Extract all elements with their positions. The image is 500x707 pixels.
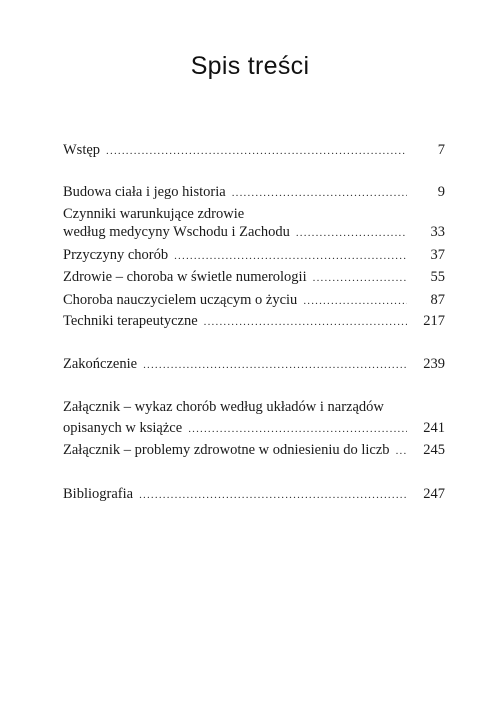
toc-entry-page-number: 245 bbox=[423, 442, 445, 458]
toc-entry-page-number: 33 bbox=[430, 224, 445, 240]
toc-entry-label: Załącznik – wykaz chorób według układów i narządów bbox=[63, 399, 384, 415]
toc-entry-label: Wstęp bbox=[63, 142, 101, 158]
toc-entry-label: według medycyny Wschodu i Zachodu bbox=[63, 224, 290, 240]
toc-entry-page-number: 247 bbox=[423, 486, 445, 502]
dot-leader bbox=[143, 356, 407, 374]
dot-leader bbox=[303, 292, 407, 310]
dot-leader bbox=[204, 313, 407, 331]
toc-entry-bibliografia bbox=[63, 485, 445, 503]
toc-entry-wstep bbox=[63, 141, 445, 159]
toc-entry-label: Załącznik – problemy zdrowotne w odniesieniu do liczb bbox=[63, 442, 390, 458]
toc-entry-czynniki-line2 bbox=[63, 223, 445, 241]
toc-entry-page-number: 37 bbox=[430, 247, 445, 263]
dot-leader bbox=[396, 442, 407, 460]
toc-entry-page-number: 7 bbox=[437, 142, 445, 158]
dot-leader bbox=[313, 269, 407, 287]
toc-entry-page-number: 217 bbox=[423, 313, 445, 329]
toc-entry-zdrowie-choroba bbox=[63, 268, 445, 286]
toc-entry-zalacznik-problemy bbox=[63, 441, 445, 459]
toc-entry-page-number: 87 bbox=[430, 292, 445, 308]
toc-entry-label: opisanych w książce bbox=[63, 420, 183, 436]
page-title: Spis treści bbox=[190, 52, 310, 80]
toc-entry-przyczyny-chorob bbox=[63, 246, 445, 264]
dot-leader bbox=[232, 184, 407, 202]
toc-entry-zalacznik-wykaz-line2 bbox=[63, 419, 445, 437]
toc-entry-label: Czynniki warunkujące zdrowie bbox=[63, 206, 245, 222]
toc-entry-label: Bibliografia bbox=[63, 486, 134, 502]
toc-entry-choroba-nauczycielem bbox=[63, 291, 445, 309]
toc-entry-budowa-ciala bbox=[63, 183, 445, 201]
dot-leader bbox=[188, 420, 407, 438]
toc-entry-label: Zakończenie bbox=[63, 356, 138, 372]
dot-leader bbox=[139, 486, 407, 504]
toc-entry-label: Zdrowie – choroba w świetle numerologii bbox=[63, 269, 307, 285]
toc-entry-czynniki-line1 bbox=[63, 205, 445, 223]
dot-leader bbox=[174, 247, 407, 265]
toc-entry-label: Techniki terapeutyczne bbox=[63, 313, 198, 329]
dot-leader bbox=[106, 142, 407, 160]
toc-entry-label: Przyczyny chorób bbox=[63, 247, 169, 263]
dot-leader bbox=[296, 224, 407, 242]
toc-entry-zakonczenie bbox=[63, 355, 445, 373]
toc-entry-techniki-terapeutyczne bbox=[63, 312, 445, 330]
toc-entry-page-number: 241 bbox=[423, 420, 445, 436]
toc-entry-zalacznik-wykaz-line1 bbox=[63, 398, 445, 416]
toc-entry-page-number: 55 bbox=[430, 269, 445, 285]
toc-entry-label: Budowa ciała i jego historia bbox=[63, 184, 226, 200]
toc-entry-page-number: 239 bbox=[423, 356, 445, 372]
toc-entry-page-number: 9 bbox=[437, 184, 445, 200]
toc-entry-label: Choroba nauczycielem uczącym o życiu bbox=[63, 292, 298, 308]
